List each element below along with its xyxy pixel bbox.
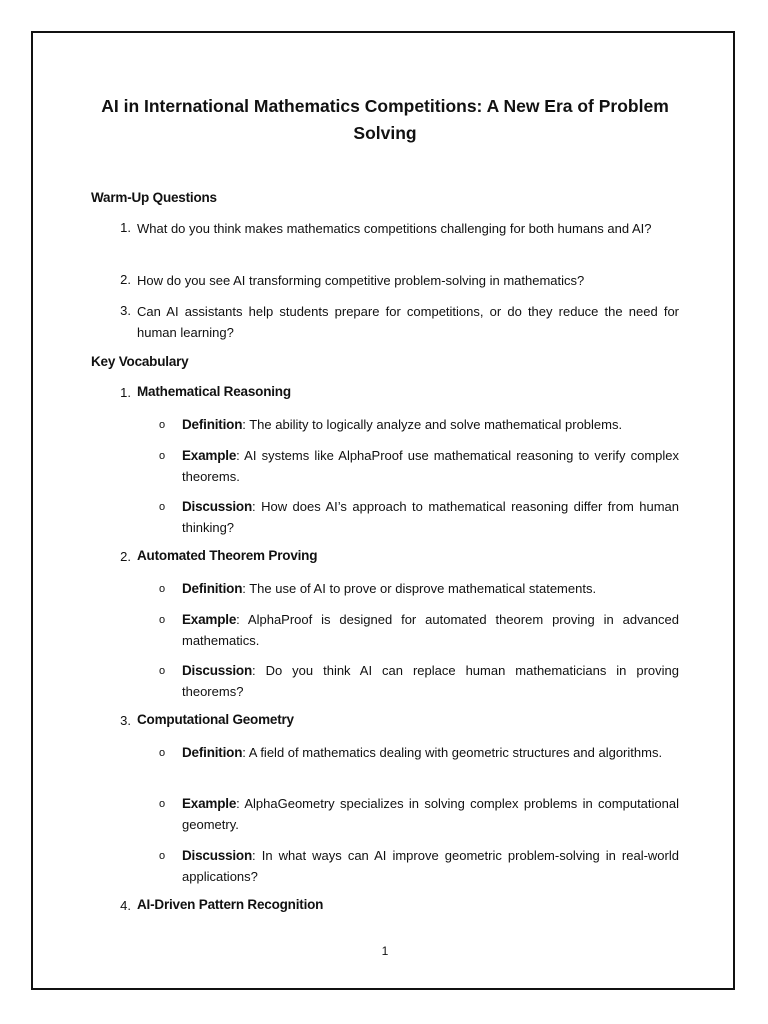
vocabulary-term: Mathematical Reasoning (137, 384, 291, 399)
term-discussion: Discussion: How does AI’s approach to mathematical reasoning differ from human thinking? (182, 499, 679, 535)
bullet-marker: o (159, 665, 166, 677)
term-definition: Definition: The ability to logically analyze and solve mathematical problems. (182, 417, 623, 432)
bullet-marker: o (159, 798, 166, 810)
term-example: Example: AlphaGeometry specializes in solving complex problems in computational geometry. (182, 796, 679, 832)
page-number: 1 (381, 944, 389, 958)
document-title: AI in International Mathematics Competitions: A New Era of Problem Solving (101, 96, 669, 143)
list-number: 2. (120, 549, 131, 564)
term-example: Example: AlphaProof is designed for automated theorem proving in advanced mathematics. (182, 612, 679, 648)
bullet-marker: o (159, 450, 166, 462)
vocabulary-heading: Key Vocabulary (91, 354, 189, 369)
list-number: 1. (120, 220, 131, 235)
bullet-marker: o (159, 850, 166, 862)
vocabulary-term: Computational Geometry (137, 712, 294, 727)
warmup-heading: Warm-Up Questions (91, 190, 217, 205)
term-definition: Definition: A field of mathematics dealing with geometric structures and algorithms. (182, 745, 663, 760)
bullet-marker: o (159, 501, 166, 513)
list-number: 2. (120, 272, 131, 287)
bullet-marker: o (159, 614, 166, 626)
list-number: 3. (120, 303, 131, 318)
document-page (31, 31, 735, 990)
warmup-question: Can AI assistants help students prepare for competitions, or do they reduce the need for human learning? (137, 304, 679, 340)
term-definition: Definition: The use of AI to prove or disprove mathematical statements. (182, 581, 597, 596)
list-number: 3. (120, 713, 131, 728)
warmup-question: What do you think makes mathematics competitions challenging for both humans and AI? (137, 221, 652, 236)
list-number: 4. (120, 898, 131, 913)
bullet-marker: o (159, 419, 166, 431)
term-discussion: Discussion: In what ways can AI improve geometric problem-solving in real-world applications? (182, 848, 679, 884)
bullet-marker: o (159, 583, 166, 595)
bullet-marker: o (159, 747, 166, 759)
warmup-question: How do you see AI transforming competitive problem-solving in mathematics? (137, 273, 585, 288)
term-discussion: Discussion: Do you think AI can replace human mathematicians in proving theorems? (182, 663, 679, 699)
list-number: 1. (120, 385, 131, 400)
vocabulary-term: Automated Theorem Proving (137, 548, 318, 563)
term-example: Example: AI systems like AlphaProof use mathematical reasoning to verify complex theorems. (182, 448, 679, 484)
vocabulary-term: AI-Driven Pattern Recognition (137, 897, 324, 912)
